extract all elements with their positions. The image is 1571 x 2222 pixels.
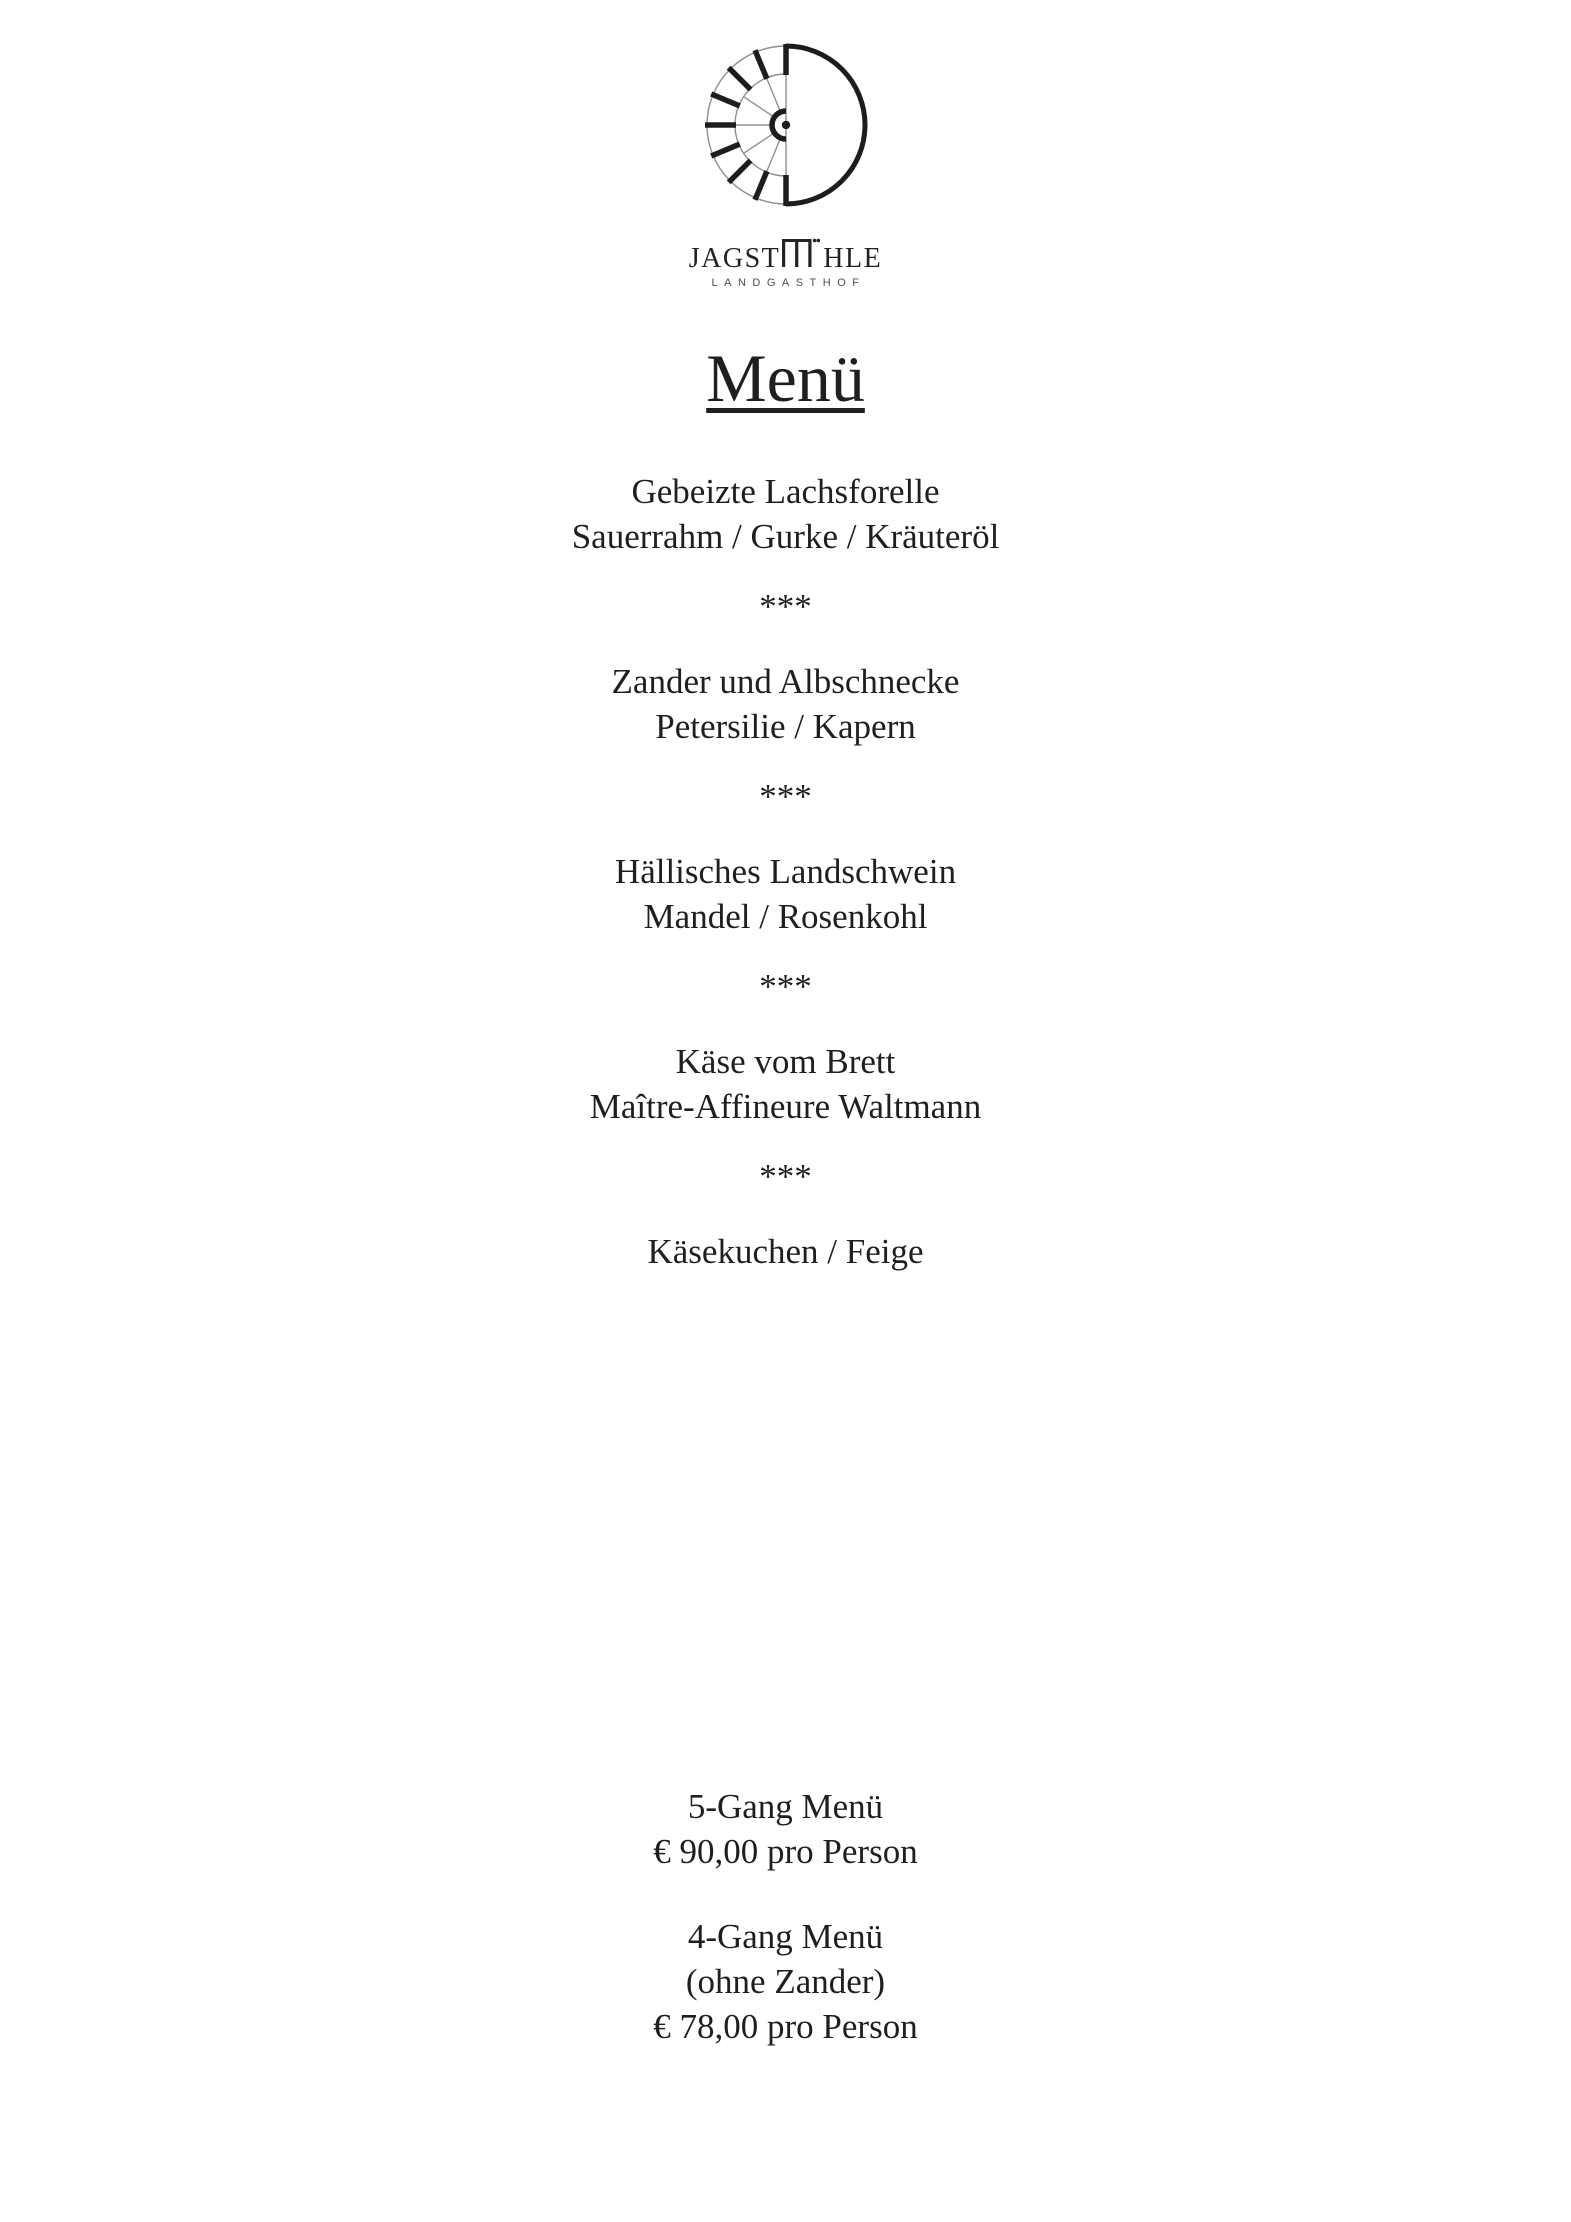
course-name: Käse vom Brett xyxy=(675,1042,896,1081)
pricing xyxy=(0,1784,1571,2049)
course-separator: *** xyxy=(759,587,812,626)
course-detail: Mandel / Rosenkohl xyxy=(643,897,928,936)
pricing-line: € 90,00 pro Person xyxy=(653,1832,918,1871)
course-detail: Maître-Affineure Waltmann xyxy=(589,1087,982,1126)
course-separator: *** xyxy=(759,967,812,1006)
pricing-gap xyxy=(0,1874,1571,1914)
course-detail: Sauerrahm / Gurke / Kräuteröl xyxy=(571,517,1000,556)
pricing-line: 5-Gang Menü xyxy=(687,1787,884,1826)
logo-subtitle: LANDGASTHOF xyxy=(711,277,866,289)
course-separator: *** xyxy=(759,1157,812,1196)
pricing-line: 4-Gang Menü xyxy=(687,1917,884,1956)
wordmark-suffix: HLE xyxy=(823,243,883,274)
stylized-m-umlaut-icon xyxy=(782,237,820,267)
course-name: Käsekuchen / Feige xyxy=(647,1232,924,1271)
course-name: Zander und Albschnecke xyxy=(611,662,960,701)
course-name: Hällisches Landschwein xyxy=(614,852,957,891)
pricing-line: (ohne Zander) xyxy=(685,1962,886,2001)
course-name: Gebeizte Lachsforelle xyxy=(631,472,940,511)
mill-wheel-logo-icon xyxy=(701,40,871,210)
logo-wordmark xyxy=(0,237,1571,274)
course-separator: *** xyxy=(759,777,812,816)
course-list xyxy=(0,469,1571,1274)
logo xyxy=(0,40,1571,289)
page-title-text: Menü xyxy=(706,340,865,416)
pricing-line: € 78,00 pro Person xyxy=(653,2007,918,2046)
wordmark-prefix: JAGST xyxy=(688,243,781,274)
course-detail: Petersilie / Kapern xyxy=(655,707,916,746)
page-title xyxy=(0,338,1571,418)
